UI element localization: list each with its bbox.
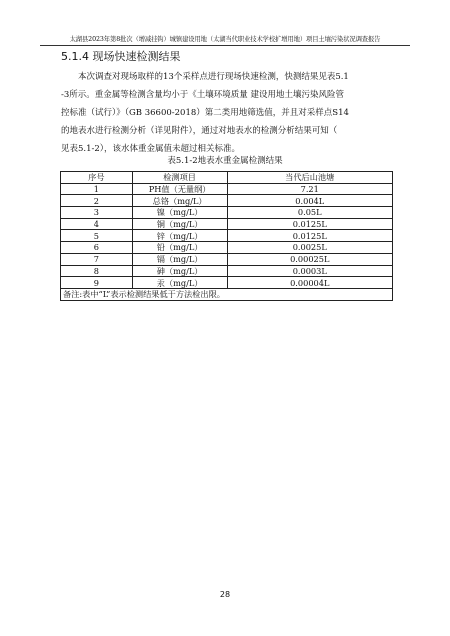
- cell-value: 0.0125L: [227, 218, 393, 230]
- column-header-site: 当代后山池塘: [227, 172, 393, 184]
- table-row: [61, 253, 393, 265]
- cell-value: 0.0025L: [227, 242, 393, 254]
- cell-value: 0.05L: [227, 207, 393, 219]
- cell-value: 0.00004L: [227, 277, 393, 289]
- cell-item: PH值（无量纲）: [132, 183, 227, 195]
- cell-index: 2: [61, 195, 133, 207]
- table-header-row: [61, 172, 393, 184]
- table-row: [61, 183, 393, 195]
- table-note: 备注:表中“L”表示检测结果低于方法检出限。: [61, 288, 393, 300]
- table-row: [61, 265, 393, 277]
- paragraph-line: 见表5.1-2），该水体重金属值未超过相关标准。: [61, 144, 241, 154]
- paragraph-line: 的地表水进行检测分析（详见附件），通过对地表水的检测分析结果可知（: [61, 126, 338, 136]
- header-divider: [40, 45, 410, 46]
- table-note-row: [61, 288, 393, 300]
- page-header: 太湖县2023年第8批次（增减挂钩）城镇建设用地（太湖当代职业技术学校扩增用地）项目土壤污染状况调查报告: [69, 36, 381, 43]
- heavy-metal-results-table: [60, 171, 393, 301]
- cell-item: 总铬（mg/L）: [132, 195, 227, 207]
- table-row: [61, 195, 393, 207]
- paragraph-line: 控标准（试行）》（GB 36600-2018）第二类用地筛选值，并且对采样点S14: [61, 108, 349, 118]
- table-row: [61, 230, 393, 242]
- cell-item: 镍（mg/L）: [132, 207, 227, 219]
- cell-item: 砷（mg/L）: [132, 265, 227, 277]
- cell-item: 镉（mg/L）: [132, 253, 227, 265]
- cell-value: 0.00025L: [227, 253, 393, 265]
- body-paragraph: [61, 68, 393, 158]
- table-row: [61, 218, 393, 230]
- table-row: [61, 277, 393, 289]
- cell-item: 锌（mg/L）: [132, 230, 227, 242]
- cell-index: 9: [61, 277, 133, 289]
- page-number: 28: [219, 590, 231, 599]
- paragraph-line: -3所示。重金属等检测含量均小于《土壤环境质量 建设用地土壤污染风险管: [61, 90, 344, 100]
- column-header-item: 检测项目: [132, 172, 227, 184]
- cell-index: 4: [61, 218, 133, 230]
- column-header-index: 序号: [61, 172, 133, 184]
- table-caption: 表5.1-2地表水重金属检测结果: [167, 156, 283, 166]
- cell-index: 1: [61, 183, 133, 195]
- cell-index: 8: [61, 265, 133, 277]
- cell-value: 0.0125L: [227, 230, 393, 242]
- paragraph-line: 本次调查对现场取样的13个采样点进行现场快速检测，快测结果见表5.1: [78, 72, 349, 82]
- cell-index: 6: [61, 242, 133, 254]
- cell-index: 3: [61, 207, 133, 219]
- cell-index: 7: [61, 253, 133, 265]
- cell-item: 铜（mg/L）: [132, 218, 227, 230]
- cell-value: 7.21: [227, 183, 393, 195]
- table-row: [61, 242, 393, 254]
- cell-value: 0.0003L: [227, 265, 393, 277]
- table-row: [61, 207, 393, 219]
- cell-index: 5: [61, 230, 133, 242]
- cell-item: 汞（mg/L）: [132, 277, 227, 289]
- cell-item: 铅（mg/L）: [132, 242, 227, 254]
- section-heading: 5.1.4 现场快速检测结果: [61, 50, 181, 63]
- cell-value: 0.004L: [227, 195, 393, 207]
